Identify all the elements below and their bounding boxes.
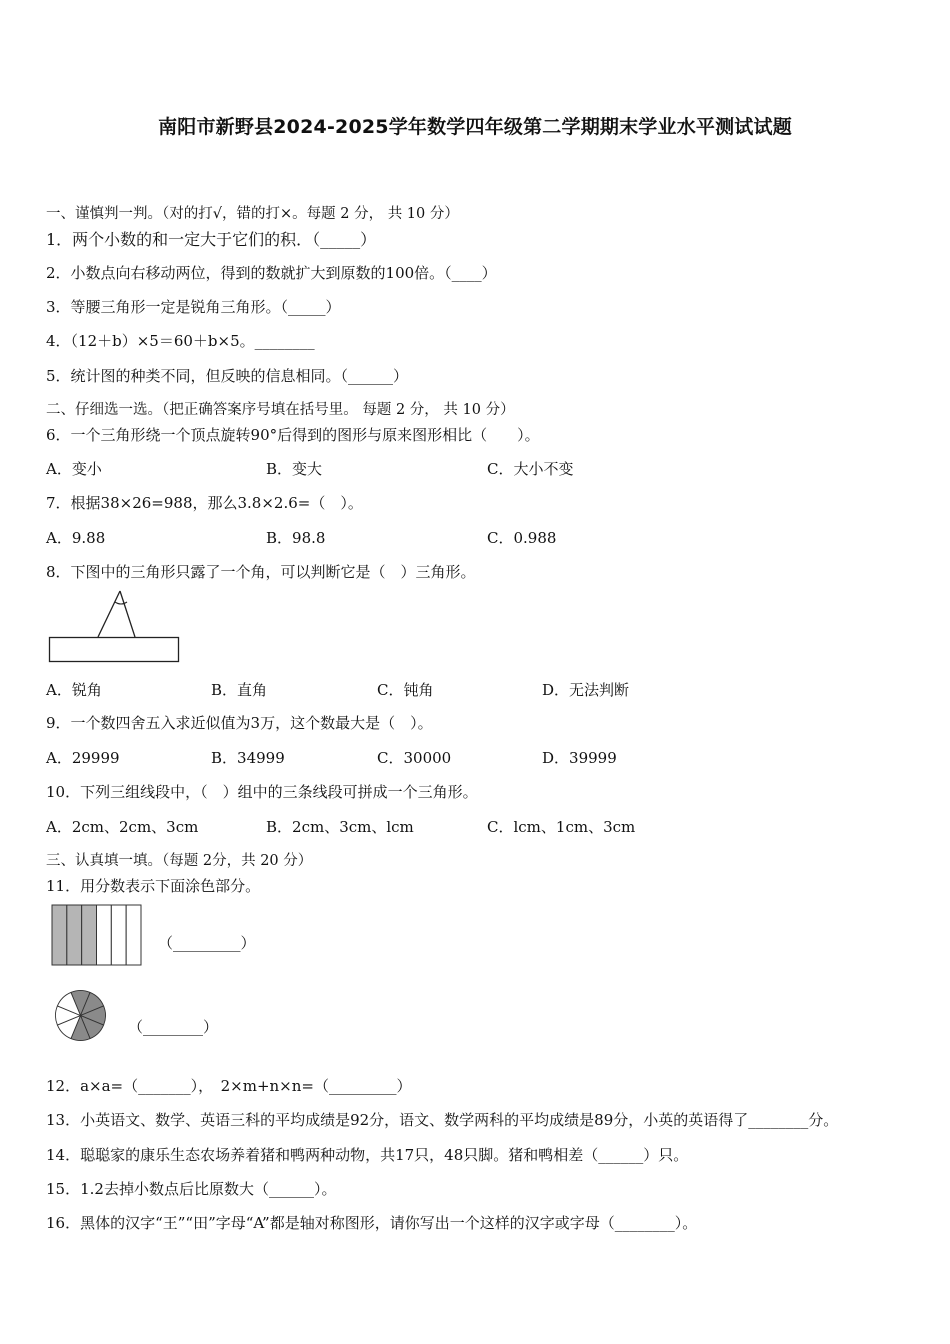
question-4: 4．（12＋b）×5＝60＋b×5。________ [46, 332, 315, 350]
question-6-option-b: B．变大 [266, 460, 323, 478]
shaded-circle-figure [54, 989, 107, 1042]
question-7: 7．根据38×26=988，那么3.8×2.6=（ ）。 [46, 494, 363, 512]
section-3-heading: 三、认真填一填。（每题 2分，共 20 分） [46, 853, 313, 869]
question-8: 8．下图中的三角形只露了一个角，可以判断它是（ ）三角形。 [46, 563, 476, 581]
question-11-blank-1: （_________） [158, 934, 256, 952]
question-6: 6．一个三角形绕一个顶点旋转90°后得到的图形与原来图形相比（ ）。 [46, 426, 540, 444]
page-title: 南阳市新野县2024-2025学年数学四年级第二学期期末学业水平测试试题 [158, 116, 792, 138]
section-2-heading: 二、仔细选一选。（把正确答案序号填在括号里。 每题 2 分， 共 10 分） [46, 402, 515, 418]
question-9-option-a: A．29999 [46, 749, 120, 767]
question-7-option-b: B．98.8 [266, 529, 326, 547]
question-8-option-a: A．锐角 [46, 681, 102, 699]
triangle-behind-rectangle-figure [48, 590, 180, 664]
question-10-option-c: C．lcm、1cm、3cm [487, 818, 636, 836]
question-11-blank-2: （________） [128, 1018, 219, 1036]
question-9-option-b: B．34999 [211, 749, 285, 767]
unshaded-strip [126, 905, 141, 965]
question-7-option-c: C．0.988 [487, 529, 557, 547]
question-5: 5．统计图的种类不同，但反映的信息相同。（______） [46, 367, 409, 385]
question-10: 10．下列三组线段中，（ ）组中的三条线段可拼成一个三角形。 [46, 783, 478, 801]
question-10-option-a: A．2cm、2cm、3cm [46, 818, 199, 836]
question-1: 1．两个小数的和一定大于它们的积．（_____） [46, 230, 377, 249]
question-8-option-b: B．直角 [211, 681, 268, 699]
shaded-strip [82, 905, 97, 965]
question-11: 11．用分数表示下面涂色部分。 [46, 877, 261, 895]
question-7-option-a: A．9.88 [46, 529, 106, 547]
question-9: 9．一个数四舍五入求近似值为3万，这个数最大是（ ）。 [46, 714, 433, 732]
question-6-option-c: C．大小不变 [487, 460, 574, 478]
question-16: 16．黑体的汉字“王”“田”字母“A”都是轴对称图形，请你写出一个这样的汉字或字母（________）。 [46, 1214, 698, 1232]
question-2: 2．小数点向右移动两位，得到的数就扩大到原数的100倍。（____） [46, 264, 497, 282]
question-9-option-c: C．30000 [377, 749, 452, 767]
question-6-option-a: A．变小 [46, 460, 102, 478]
question-8-option-c: C．钝角 [377, 681, 434, 699]
question-12: 12．a×a=（_______）， 2×m+n×n=（_________） [46, 1077, 412, 1095]
shaded-rectangle-figure [51, 904, 142, 966]
question-3: 3．等腰三角形一定是锐角三角形。（_____） [46, 298, 341, 316]
question-13: 13．小英语文、数学、英语三科的平均成绩是92分，语文、数学两科的平均成绩是89分，小英的英语得了________分。 [46, 1111, 839, 1129]
shaded-strip [52, 905, 67, 965]
question-14: 14．聪聪家的康乐生态农场养着猪和鸭两种动物，共17只，48只脚。猪和鸭相差（______）只。 [46, 1146, 689, 1164]
question-9-option-d: D．39999 [542, 749, 617, 767]
question-15: 15．1.2去掉小数点后比原数大（______）。 [46, 1180, 337, 1198]
shaded-strip [67, 905, 82, 965]
section-1-heading: 一、谨慎判一判。（对的打√，错的打×。每题 2 分， 共 10 分） [46, 206, 459, 222]
question-8-option-d: D．无法判断 [542, 681, 630, 699]
unshaded-strip [97, 905, 112, 965]
unshaded-strip [111, 905, 126, 965]
question-10-option-b: B．2cm、3cm、lcm [266, 818, 414, 836]
